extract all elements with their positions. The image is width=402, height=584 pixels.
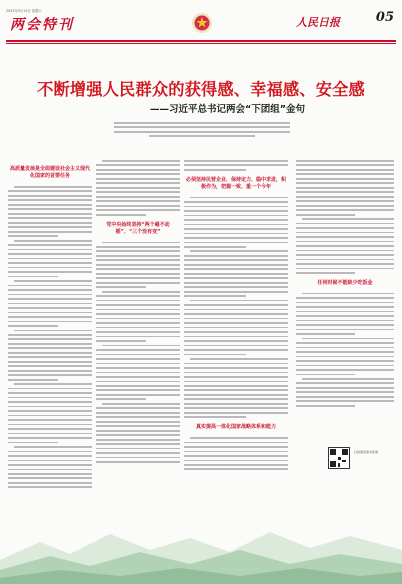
- page-number: 05: [375, 10, 394, 25]
- intro-text-block: [114, 122, 290, 140]
- headline: 不断增强人民群众的获得感、幸福感、安全感: [37, 80, 365, 99]
- qr-caption: 扫码阅读更多报道: [354, 450, 379, 454]
- qr-code[interactable]: [328, 447, 350, 469]
- body-text: [184, 160, 288, 171]
- body-text: [296, 160, 394, 274]
- subhead: ——习近平总书记两会“下团组”金句: [150, 104, 305, 115]
- subheading-3: 必须坚持民营企业、保持定力、稳中求进，积极作为，把握一致、重一个今年: [185, 176, 286, 190]
- body-text: [8, 186, 92, 488]
- subheading-2: 党中央始终坚持“两个毫不动摇”、“三个没有变”: [106, 221, 170, 235]
- column-2: [96, 160, 180, 466]
- subheading-5: 真实提高一体化国家战略体系和能力: [195, 424, 276, 431]
- issue-date: 2025年3月15日 星期六: [6, 9, 42, 13]
- subheading-4: 任何时候不能缺少吃饭金: [317, 279, 373, 286]
- body-text: [184, 437, 288, 470]
- masthead-rule: [6, 40, 396, 42]
- body-text: [96, 242, 180, 463]
- masthead-thin-rule: [6, 43, 396, 44]
- body-text: [296, 293, 394, 407]
- national-emblem-icon: [190, 11, 214, 35]
- masthead: [6, 8, 396, 40]
- subheading-1: 高质量发展是全面建设社会主义现代化国家的首要任务: [9, 166, 90, 179]
- column-1: [8, 160, 92, 491]
- body-text: [96, 160, 180, 216]
- newspaper-brand: 人民日报: [296, 16, 340, 29]
- column-4: [296, 160, 394, 409]
- mountain-landscape-illustration: [0, 520, 402, 584]
- column-3: [184, 160, 288, 473]
- section-title: 两会特刊: [10, 17, 74, 33]
- body-text: [184, 197, 288, 418]
